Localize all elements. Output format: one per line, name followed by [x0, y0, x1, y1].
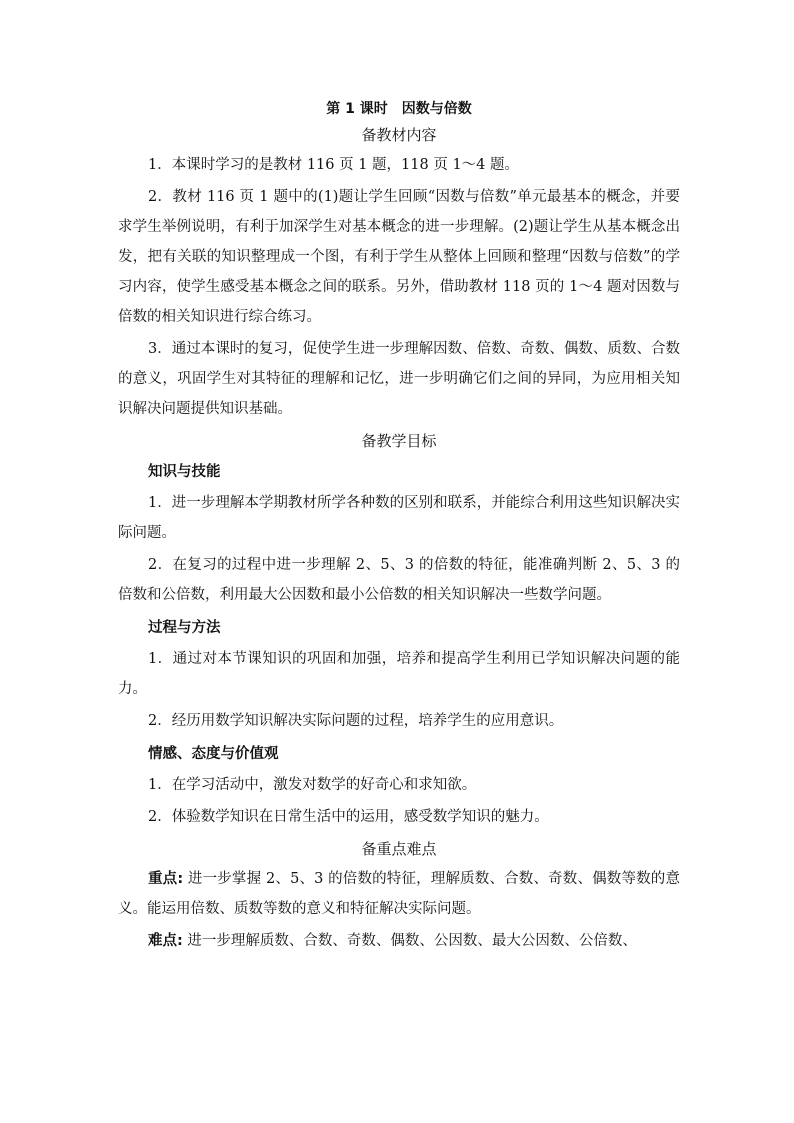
key-point-label: 重点: — [148, 871, 184, 887]
emotion-item-2: 2．体验数学知识在日常生活中的运用，感受数学知识的魅力。 — [148, 809, 549, 825]
process-item-1: 1．通过对本节课知识的巩固和加强，培养和提高学生利用已学知识解决问题的能力。 — [118, 651, 680, 697]
difficult-point-text: 进一步理解质数、合数、奇数、偶数、公因数、最大公因数、公倍数、 — [182, 933, 637, 949]
section-heading-materials: 备教材内容 — [361, 126, 437, 144]
knowledge-item-2: 2．在复习的过程中进一步理解 2、5、3 的倍数的特征，能准确判断 2、5、3 的倍数和公倍数，利用最大公因数和最小公倍数的相关知识解决一些数学问题。 — [118, 557, 680, 603]
document-page — [118, 98, 680, 958]
subheading-process: 过程与方法 — [148, 620, 221, 636]
materials-item-3: 3．通过本课时的复习，促使学生进一步理解因数、倍数、奇数、偶数、质数、合数的意义，巩固学生对其特征的理解和记忆，进一步明确它们之间的异同，为应用相关知识解决问题提供知识基础。 — [118, 341, 680, 417]
section-heading-keypoints: 备重点难点 — [361, 840, 437, 858]
section-heading-goals: 备教学目标 — [361, 432, 437, 450]
materials-item-1: 1．本课时学习的是教材 116 页 1 题，118 页 1～4 题。 — [148, 157, 520, 173]
knowledge-item-1: 1．进一步理解本学期教材所学各种数的区别和联系，并能综合利用这些知识解决实际问题。 — [118, 495, 680, 541]
key-point-text: 进一步掌握 2、5、3 的倍数的特征，理解质数、合数、奇数、偶数等数的意义。能运用倍数、质数等数的意义和特征解决实际问题。 — [118, 871, 680, 917]
process-item-2: 2．经历用数学知识解决实际问题的过程，培养学生的应用意识。 — [148, 713, 564, 729]
difficult-point-label: 难点: — [148, 933, 183, 949]
materials-item-2: 2．教材 116 页 1 题中的(1)题让学生回顾“因数与倍数”单元最基本的概念，并要求学生举例说明，有利于加深学生对基本概念的进一步理解。(2)题让学生从基本概念出发，把有关联的知识整理成一个图，有利于学生从整体上回顾和整理“因数与倍数”的学习内容，使学生感受基本概念之间的联系。另外，借助教材 118 页的 1～4 题对因数与倍数的相关知识进行综合练习。 — [118, 189, 680, 325]
subheading-emotion: 情感、态度与价值观 — [148, 746, 279, 762]
emotion-item-1: 1．在学习活动中，激发对数学的好奇心和求知欲。 — [148, 777, 477, 793]
difficult-point-paragraph — [118, 926, 680, 956]
subheading-knowledge: 知识与技能 — [148, 464, 221, 480]
lesson-title: 第 1 课时 因数与倍数 — [326, 101, 472, 117]
key-point-paragraph — [118, 864, 680, 924]
